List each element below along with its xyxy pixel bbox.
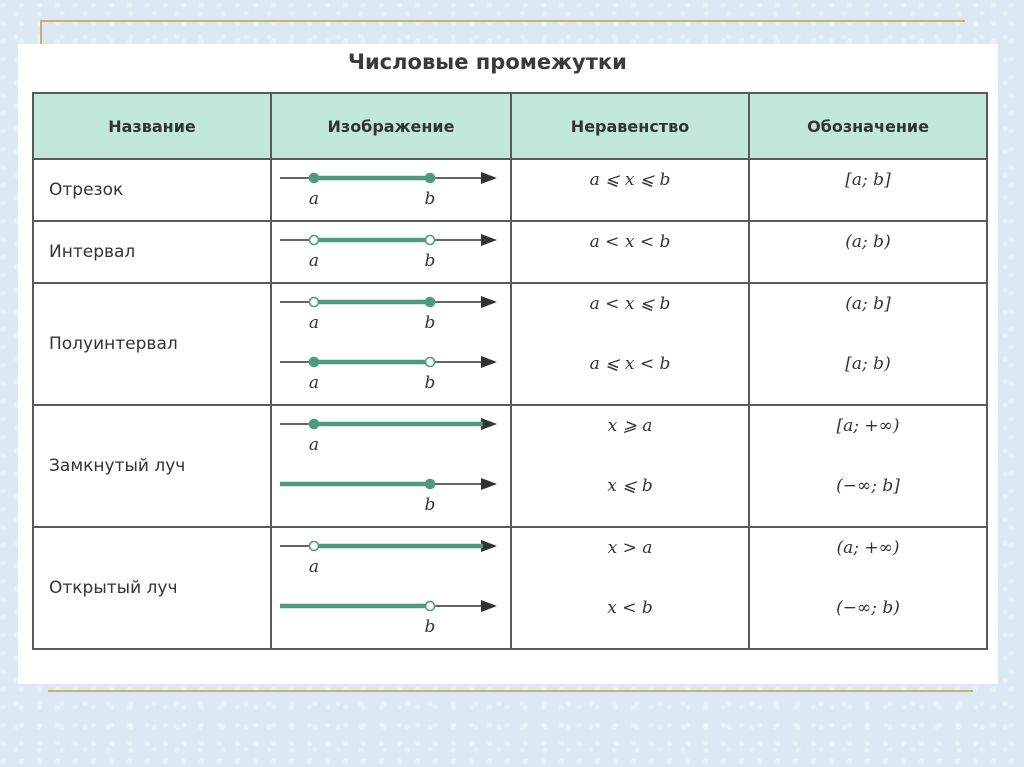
interval-name: Отрезок bbox=[33, 159, 271, 221]
table-body bbox=[33, 159, 987, 649]
notation-wrap bbox=[750, 160, 986, 220]
inequality-cell bbox=[511, 283, 749, 405]
inequality-cell bbox=[511, 221, 749, 283]
axis-arrow-icon bbox=[481, 234, 497, 246]
image-cell bbox=[271, 405, 511, 527]
ray-end-marker bbox=[426, 602, 435, 611]
notation-text: [a; +∞) bbox=[836, 416, 900, 436]
inequality-text: x < b bbox=[607, 598, 653, 618]
inequality-wrap bbox=[512, 160, 748, 220]
page-title: Числовые промежутки bbox=[348, 50, 627, 74]
decorative-rule-top bbox=[40, 20, 965, 22]
interval-name: Полуинтервал bbox=[33, 283, 271, 405]
number-line bbox=[272, 344, 510, 404]
notation-wrap bbox=[750, 222, 986, 282]
notation-cell bbox=[749, 283, 987, 405]
inequality-wrap bbox=[512, 528, 748, 588]
number-line-wrap bbox=[272, 344, 510, 404]
table-row bbox=[33, 527, 987, 649]
image-cell bbox=[271, 159, 511, 221]
notation-wrap bbox=[750, 466, 986, 526]
axis-arrow-icon bbox=[481, 296, 497, 308]
notation-text: (−∞; b) bbox=[836, 598, 900, 618]
number-line-wrap bbox=[272, 406, 510, 466]
image-cell bbox=[271, 283, 511, 405]
endpoint-a-marker bbox=[310, 174, 319, 183]
header-name: Название bbox=[33, 93, 271, 159]
endpoint-a-marker bbox=[310, 358, 319, 367]
inequality-cell bbox=[511, 405, 749, 527]
label-b: b bbox=[424, 373, 436, 393]
endpoint-a-marker bbox=[310, 298, 319, 307]
endpoint-b-marker bbox=[426, 236, 435, 245]
inequality-text: a ⩽ x < b bbox=[589, 354, 671, 374]
notation-text: [a; b) bbox=[845, 354, 891, 374]
inequality-cell bbox=[511, 159, 749, 221]
table-row bbox=[33, 159, 987, 221]
axis-arrow-icon bbox=[481, 540, 497, 552]
label-a: a bbox=[308, 435, 320, 455]
axis-arrow-icon bbox=[481, 600, 497, 612]
number-line-wrap bbox=[272, 222, 510, 282]
label-a: a bbox=[308, 189, 320, 209]
ray-end-marker bbox=[426, 480, 435, 489]
inequality-wrap bbox=[512, 406, 748, 466]
header-row bbox=[33, 93, 987, 159]
axis-arrow-icon bbox=[481, 172, 497, 184]
notation-wrap bbox=[750, 588, 986, 648]
notation-text: (−∞; b] bbox=[836, 476, 900, 496]
inequality-text: x > a bbox=[607, 538, 653, 558]
notation-wrap bbox=[750, 344, 986, 404]
header-inequality: Неравенство bbox=[511, 93, 749, 159]
endpoint-b-marker bbox=[426, 358, 435, 367]
label-b: b bbox=[424, 189, 436, 209]
ray-start-marker bbox=[310, 542, 319, 551]
inequality-text: a ⩽ x ⩽ b bbox=[589, 170, 671, 190]
image-cell bbox=[271, 221, 511, 283]
interval-name: Интервал bbox=[33, 221, 271, 283]
label-b: b bbox=[424, 495, 436, 515]
endpoint-b-marker bbox=[426, 174, 435, 183]
notation-text: (a; b] bbox=[845, 294, 891, 314]
inequality-cell bbox=[511, 527, 749, 649]
table-row bbox=[33, 405, 987, 527]
ray-start-marker bbox=[310, 420, 319, 429]
notation-wrap bbox=[750, 406, 986, 466]
label-b: b bbox=[424, 313, 436, 333]
number-line-wrap bbox=[272, 528, 510, 588]
interval-name: Замкнутый луч bbox=[33, 405, 271, 527]
inequality-wrap bbox=[512, 222, 748, 282]
notation-text: [a; b] bbox=[845, 170, 891, 190]
number-line bbox=[272, 406, 510, 466]
inequality-wrap bbox=[512, 466, 748, 526]
label-a: a bbox=[308, 313, 320, 333]
notation-cell bbox=[749, 405, 987, 527]
header-notation: Обозначение bbox=[749, 93, 987, 159]
number-line bbox=[272, 588, 510, 648]
label-a: a bbox=[308, 373, 320, 393]
interval-name: Открытый луч bbox=[33, 527, 271, 649]
table-row bbox=[33, 221, 987, 283]
decorative-rule-bottom bbox=[48, 690, 973, 692]
axis-arrow-icon bbox=[481, 356, 497, 368]
number-line bbox=[272, 222, 510, 282]
notation-text: (a; b) bbox=[845, 232, 891, 252]
notation-wrap bbox=[750, 528, 986, 588]
label-b: b bbox=[424, 617, 436, 637]
decorative-rule-top-corner bbox=[40, 20, 42, 44]
number-line-wrap bbox=[272, 160, 510, 220]
number-line bbox=[272, 528, 510, 588]
label-a: a bbox=[308, 557, 320, 577]
inequality-text: x ⩾ a bbox=[607, 416, 653, 436]
notation-text: (a; +∞) bbox=[836, 538, 900, 558]
notation-cell bbox=[749, 221, 987, 283]
document-sheet bbox=[18, 44, 998, 684]
label-a: a bbox=[308, 251, 320, 271]
endpoint-b-marker bbox=[426, 298, 435, 307]
image-cell bbox=[271, 527, 511, 649]
inequality-text: a < x ⩽ b bbox=[589, 294, 671, 314]
intervals-table bbox=[32, 92, 988, 650]
axis-arrow-icon bbox=[481, 478, 497, 490]
number-line-wrap bbox=[272, 466, 510, 526]
inequality-text: a < x < b bbox=[589, 232, 671, 252]
notation-cell bbox=[749, 527, 987, 649]
endpoint-a-marker bbox=[310, 236, 319, 245]
number-line-wrap bbox=[272, 284, 510, 344]
label-b: b bbox=[424, 251, 436, 271]
notation-cell bbox=[749, 159, 987, 221]
number-line bbox=[272, 160, 510, 220]
header-image: Изображение bbox=[271, 93, 511, 159]
inequality-text: x ⩽ b bbox=[607, 476, 653, 496]
number-line bbox=[272, 284, 510, 344]
axis-arrow-icon bbox=[481, 418, 497, 430]
table-row bbox=[33, 283, 987, 405]
notation-wrap bbox=[750, 284, 986, 344]
number-line-wrap bbox=[272, 588, 510, 648]
inequality-wrap bbox=[512, 588, 748, 648]
number-line bbox=[272, 466, 510, 526]
inequality-wrap bbox=[512, 284, 748, 344]
inequality-wrap bbox=[512, 344, 748, 404]
